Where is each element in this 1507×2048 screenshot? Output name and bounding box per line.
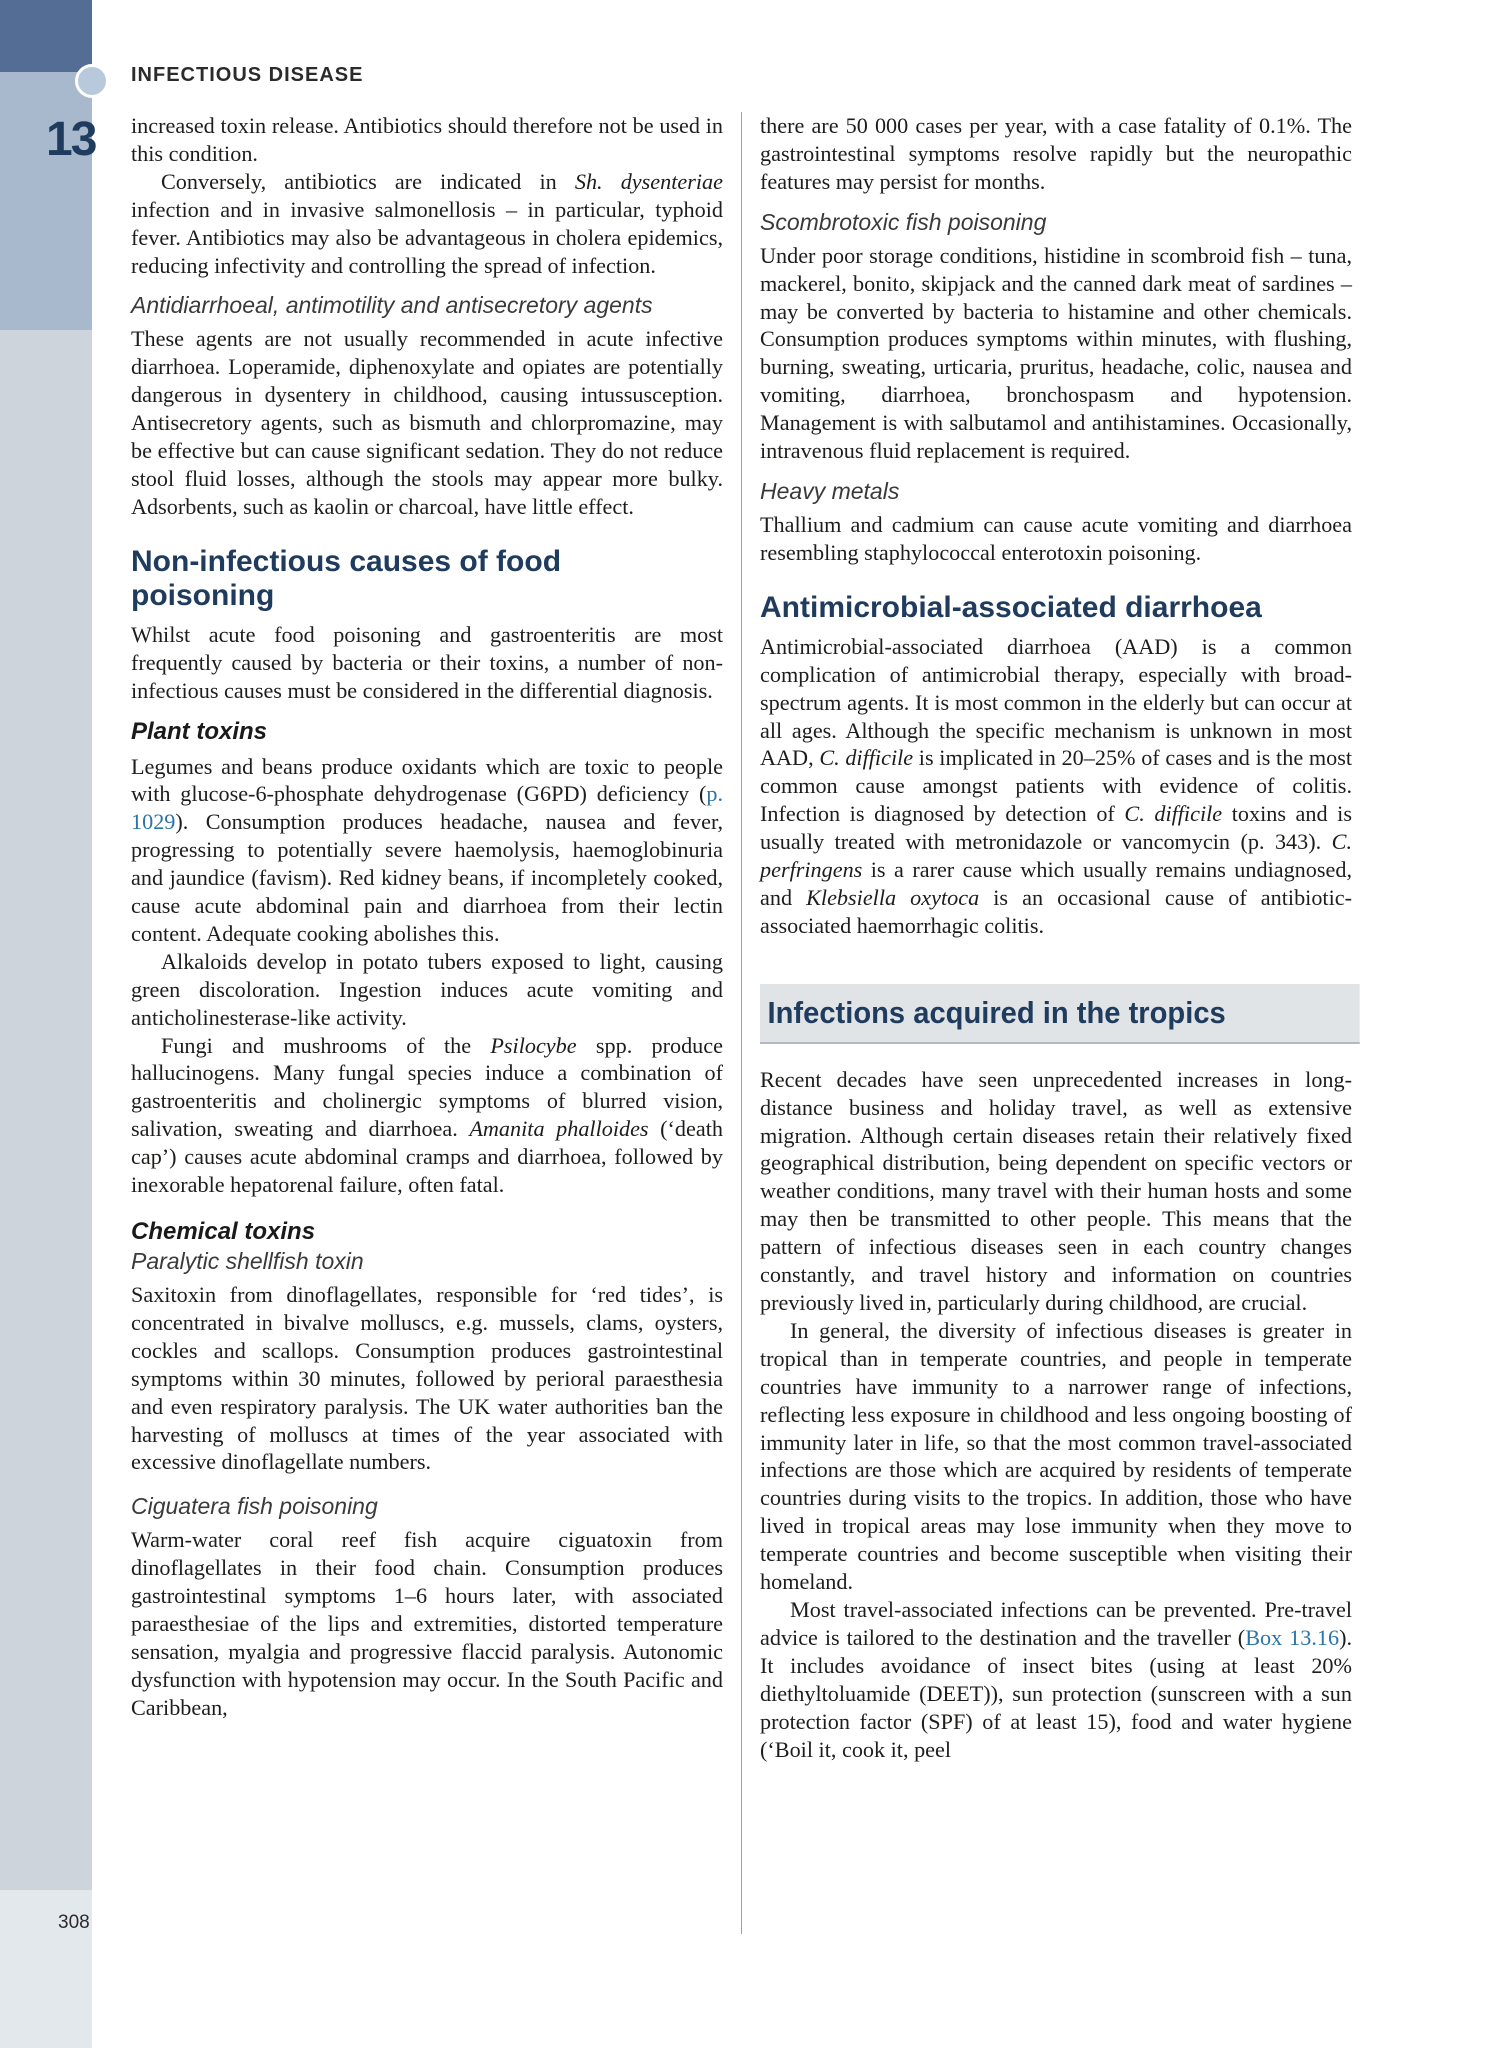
heading-antimicrobial-diarrhoea: Antimicrobial-associated diarrhoea	[760, 590, 1262, 624]
heading-heavy-metals: Heavy metals	[760, 477, 900, 504]
paragraph: Fungi and mushrooms of the Psilocybe spp. produce hallucinogens. Many fungal species induce a combination of gastroenteritis and cholinergic symptoms of blurred vision, salivation, sweating and diarrhoea. Amanita phalloides (‘death cap’) causes acute abdominal cramps and diarrhoea, followed by inexorable hepatorenal failure, often fatal.	[131, 1032, 723, 1198]
column-divider	[741, 112, 742, 1934]
running-head: INFECTIOUS DISEASE	[131, 64, 364, 86]
paragraph: Thallium and cadmium can cause acute vomiting and diarrhoea resembling staphylococcal enterotoxin poisoning.	[760, 511, 1352, 565]
species-name: C. perfringens	[760, 829, 1352, 883]
heading-noninfectious-causes: Non-infectious causes of food poisoning	[131, 544, 562, 612]
margin-band-body	[0, 330, 92, 1890]
heading-antidiarrhoeal: Antidiarrhoeal, antimotility and antisecretory agents	[131, 292, 653, 319]
species-name: C. difficile	[1124, 801, 1223, 827]
chapter-number: 13	[46, 113, 96, 166]
species-name: C. difficile	[819, 745, 914, 771]
paragraph: In general, the diversity of infectious diseases is greater in tropical than in temperate countries, and people in temperate countries have immunity to a narrower range of infections, reflecting less exposure in childhood and less ongoing boosting of immunity later in life, so that the most common travel-associated infections are those which are acquired by residents of temperate countries during visits to the tropics. In addition, those who have lived in tropical areas may lose immunity when they move to temperate countries and become susceptible when visiting their homeland.	[760, 1317, 1352, 1595]
paragraph: Saxitoxin from dinoflagellates, responsible for ‘red tides’, is concentrated in bivalve molluscs, e.g. mussels, clams, oysters, cockles and scallops. Consumption produces gastrointestinal symptoms within 30 minutes, followed by perioral paraesthesia and even respiratory paralysis. The UK water authorities ban the harvesting of molluscs at times of the year associated with excessive dinoflagellate numbers.	[131, 1282, 723, 1475]
margin-band-chapter	[0, 72, 92, 330]
paragraph: there are 50 000 cases per year, with a case fatality of 0.1%. The gastrointestinal symptoms resolve rapidly but the neuropathic features may persist for months.	[760, 113, 1352, 194]
paragraph: Alkaloids develop in potato tubers exposed to light, causing green discoloration. Ingestion induces acute vomiting and anticholinesterase-like activity.	[131, 948, 723, 1030]
chapter-tab-dot-icon	[75, 64, 109, 98]
paragraph: Conversely, antibiotics are indicated in Sh. dysenteriae infection and in invasive salmonellosis – in particular, typhoid fever. Antibiotics may also be advantageous in cholera epidemics, reducing infectivity and controlling the spread of infection.	[131, 168, 723, 278]
paragraph: Whilst acute food poisoning and gastroenteritis are most frequently caused by bacteria or their toxins, a number of non-infectious causes must be considered in the differential diagnosis.	[131, 621, 723, 703]
paragraph: Legumes and beans produce oxidants which are toxic to people with glucose-6-phosphate dehydrogenase (G6PD) deficiency (p. 1029). Consumption produces headache, nausea and fever, progressing to potentially severe haemolysis, haemoglobinuria and jaundice (favism). Red kidney beans, if incompletely cooked, cause acute abdominal pain and diarrhoea from their lectin content. Adequate cooking abolishes this.	[131, 753, 723, 946]
page-number: 308	[58, 1912, 90, 1933]
heading-paralytic-shellfish: Paralytic shellfish toxin	[131, 1248, 364, 1274]
page-reference-link[interactable]: p. 1029	[131, 781, 723, 835]
paragraph: Most travel-associated infections can be prevented. Pre-travel advice is tailored to the destination and the traveller (Box 13.16). It includes avoidance of insect bites (using at least 20% diethyltoluamide (DEET)), sun protection (sunscreen with a sun protection factor (SPF) of at least 15), food and water hygiene (‘Boil it, cook it, peel	[760, 1596, 1353, 1762]
left-column	[131, 112, 723, 1722]
heading-plant-toxins: Plant toxins	[131, 717, 268, 745]
margin-band-top	[0, 0, 92, 72]
heading-ciguatera: Ciguatera fish poisoning	[131, 1493, 378, 1520]
species-name: Psilocybe	[490, 1032, 577, 1058]
paragraph: These agents are not usually recommended in acute infective diarrhoea. Loperamide, diphenoxylate and opiates are potentially dangerous in dysentery in childhood, causing intussusception. Antisecretory agents, such as bismuth and chlorpromazine, may be effective but can cause significant sedation. They do not reduce stool fluid losses, although the stools may appear more bulky. Adsorbents, such as kaolin or charcoal, have little effect.	[131, 326, 723, 519]
species-name: Klebsiella oxytoca	[806, 884, 980, 910]
heading-scombrotoxic: Scombrotoxic fish poisoning	[760, 208, 1047, 235]
box-reference-link[interactable]: Box 13.16	[1245, 1624, 1340, 1650]
paragraph: Warm-water coral reef fish acquire ciguatoxin from dinoflagellates in their food chain. Consumption produces gastrointestinal symptoms 1–6 hours later, with associated paraesthesiae of the lips and extremities, distorted temperature sensation, myalgia and progressive flaccid paralysis. Autonomic dysfunction with hypotension may occur. In the South Pacific and Caribbean,	[131, 1527, 723, 1720]
paragraph: Recent decades have seen unprecedented increases in long-distance business and holiday travel, as well as extensive migration. Although certain diseases retain their relatively fixed geographical distribution, being dependent on specific vectors or weather conditions, many travel with their human hosts and some may then be transmitted to other people. This means that the pattern of infectious diseases seen in each country changes constantly, and travel history and information on countries previously lived in, particularly during childhood, are crucial.	[760, 1066, 1352, 1315]
right-column	[760, 112, 1352, 1763]
paragraph: Under poor storage conditions, histidine in scombroid fish – tuna, mackerel, bonito, skipjack and the canned dark meat of sardines – may be converted by bacteria to histamine and other chemicals. Consumption produces symptoms within minutes, with flushing, burning, sweating, urticaria, pruritus, headache, colic, nausea and vomiting, diarrhoea, bronchospasm and hypotension. Management is with salbutamol and antihistamines. Occasionally, intravenous fluid replacement is required.	[760, 242, 1352, 464]
paragraph: increased toxin release. Antibiotics should therefore not be used in this condition.	[131, 113, 723, 166]
paragraph: Antimicrobial-associated diarrhoea (AAD) is a common complication of antimicrobial therapy, especially with broad-spectrum agents. It is most common in the elderly but can occur at all ages. Although the specific mechanism is unknown in most AAD, C. difficile is implicated in 20–25% of cases and is the most common cause amongst patients with evidence of colitis. Infection is diagnosed by detection of C. difficile toxins and is usually treated with metronidazole or vancomycin (p. 343). C. perfringens is a rarer cause which usually remains undiagnosed, and Klebsiella oxytoca is an occasional cause of antibiotic-associated haemorrhagic colitis.	[760, 633, 1353, 938]
species-name: Amanita phalloides	[469, 1116, 649, 1142]
species-name: Sh. dysenteriae	[574, 168, 723, 194]
heading-chemical-toxins: Chemical toxins	[131, 1218, 316, 1245]
heading-tropics-box: Infections acquired in the tropics	[760, 984, 1360, 1044]
